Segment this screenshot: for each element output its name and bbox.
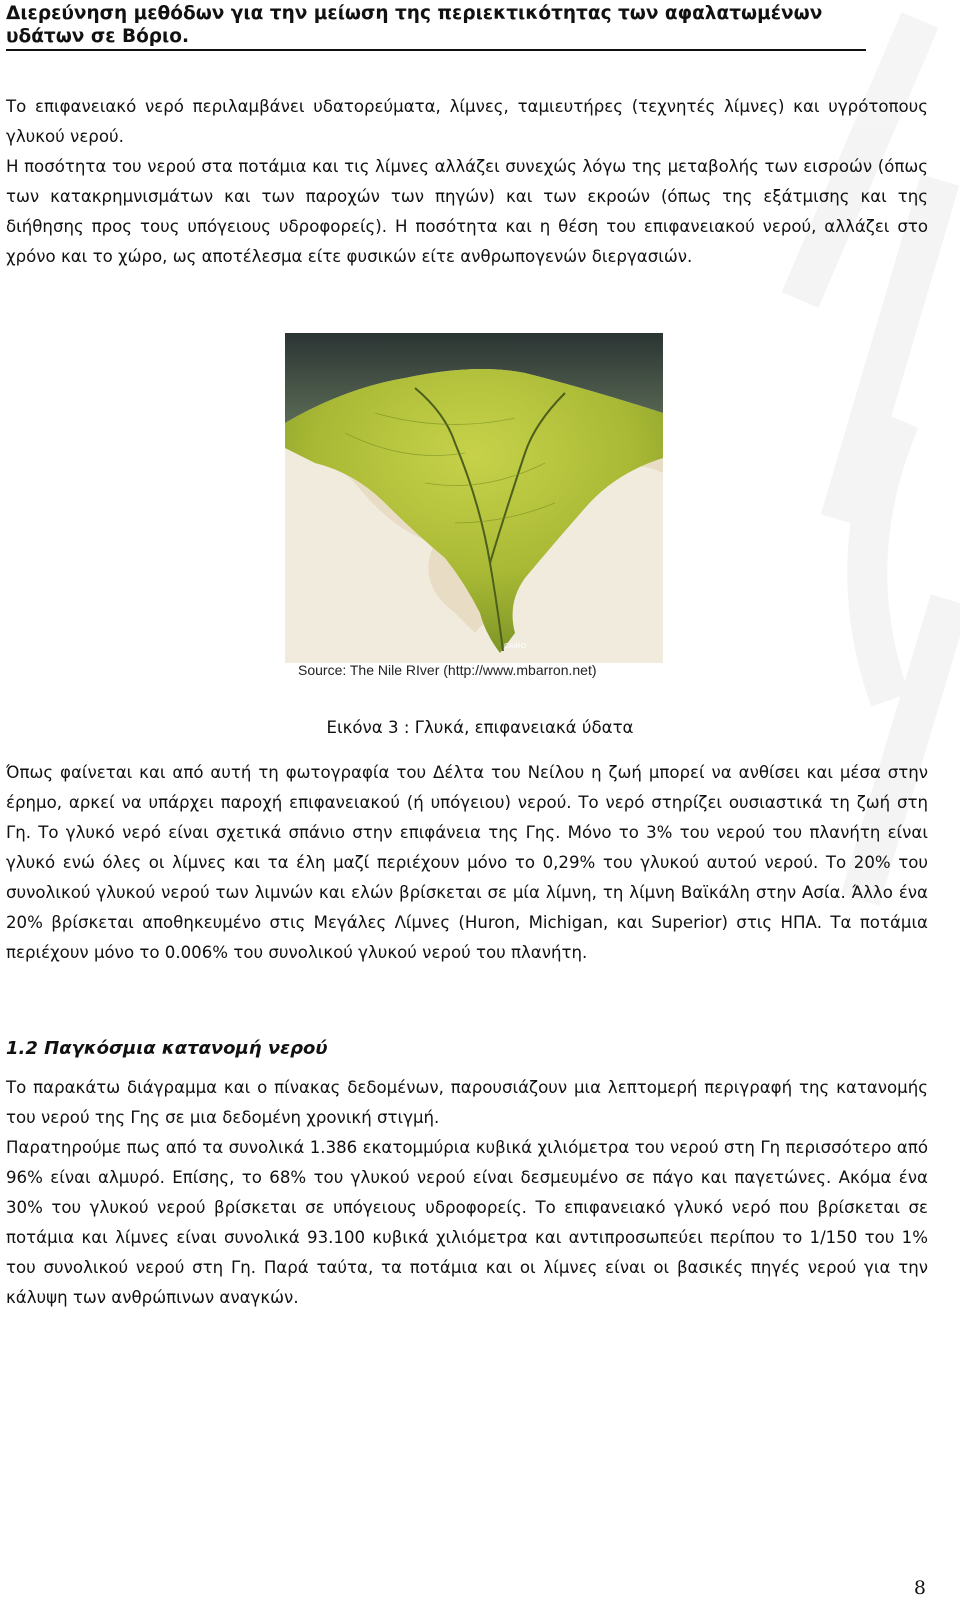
delta-paragraph: Όπως φαίνεται και από αυτή τη φωτογραφία του Δέλτα του Νείλου η ζωή μπορεί να ανθίσει και μέσα στην έρημο, αρκεί να υπάρχει παροχή επιφανειακού (ή υπόγειου) νερού. Το νερό στηρίζει ουσιαστικά τη ζωή στη Γη. Το γλυκό νερό είναι σχετικά σπάνιο στην επιφάνεια της Γης. Μόνο το 3% του νερού του πλανήτη είναι γλυκό ενώ όλες οι λίμνες και τα έλη μαζί περιέχουν μόνο το 0,29% του γλυκού αυτού νερού. Το 20% του συνολικού γλυκού νερού των λιμνών και ελών βρίσκεται σε μία λίμνη, τη λίμνη Βαϊκάλη στην Ασία. Άλλο ένα 20% βρίσκεται αποθηκευμένο στις Μεγάλες Λίμνες (Huron, Michigan, και Superior) στις ΗΠΑ. Τα ποτάμια περιέχουν μόνο το 0.006% του συνολικού γλυκού νερού του πλανήτη. [6, 763, 928, 962]
distribution-intro-paragraph: Το παρακάτω διάγραμμα και ο πίνακας δεδομένων, παρουσιάζουν μια λεπτομερή περιγραφή της κατανομής του νερού της Γης σε μια δεδομένη χρονική στιγμή. [6, 1078, 928, 1127]
section-heading: 1.2 Παγκόσμια κατανομή νερού [6, 1038, 328, 1059]
quantity-paragraph: Η ποσότητα του νερού στα ποτάμια και τις λίμνες αλλάζει συνεχώς λόγω της μεταβολής των εισροών (όπως των κατακρημνισμάτων και των παροχών των πηγών) και των εκροών (όπως της εξάτμισης και της διήθησης προς τους υπόγειους υδροφορείς). Η ποσότητα και η θέση του επιφανειακού νερού, αλλάζει στο χρόνο και το χώρο, ως αποτέλεσμα είτε φυσικών είτε ανθρωπογενών διεργασιών. [6, 157, 928, 266]
figure-source: Source: The Nile RIver (http://www.mbarron.net) [298, 662, 597, 678]
intro-paragraph: Το επιφανειακό νερό περιλαμβάνει υδατορεύματα, λίμνες, ταμιευτήρες (τεχνητές λίμνες) και υγρότοπους γλυκού νερού. [6, 97, 928, 146]
document-header-title: Διερεύνηση μεθόδων για την μείωση της περιεκτικότητας των αφαλατωμένων υδάτων σε Βόριο. [6, 2, 866, 51]
satellite-photo [285, 333, 663, 663]
distribution-detail-paragraph: Παρατηρούμε πως από τα συνολικά 1.386 εκατομμύρια κυβικά χιλιόμετρα του νερού στη Γη περισσότερο από 96% είναι αλμυρό. Επίσης, το 68% του γλυκού νερού είναι δεσμευμένο σε πάγο και παγετώνες. Ακόμα ένα 30% του γλυκού νερού βρίσκεται σε υπόγειους υδροφορείς. Το επιφανειακό γλυκό νερό που βρίσκεται σε ποτάμια και λίμνες είναι συνολικά 93.100 κυβικά χιλιόμετρα και αντιπροσωπεύει περίπου το 1/150 του 1% του συνολικού νερού στη Γη. Παρά ταύτα, τα ποτάμια και οι λίμνες είναι οι βασικές πηγές νερού για την κάλυψη των ανθρώπινων αναγκών. [6, 1138, 928, 1307]
cairo-label: CAIRO [504, 643, 527, 650]
page-number: 8 [913, 1577, 926, 1599]
figure-caption: Εικόνα 3 : Γλυκά, επιφανειακά ύδατα [326, 718, 634, 737]
nile-delta-image [285, 333, 663, 683]
